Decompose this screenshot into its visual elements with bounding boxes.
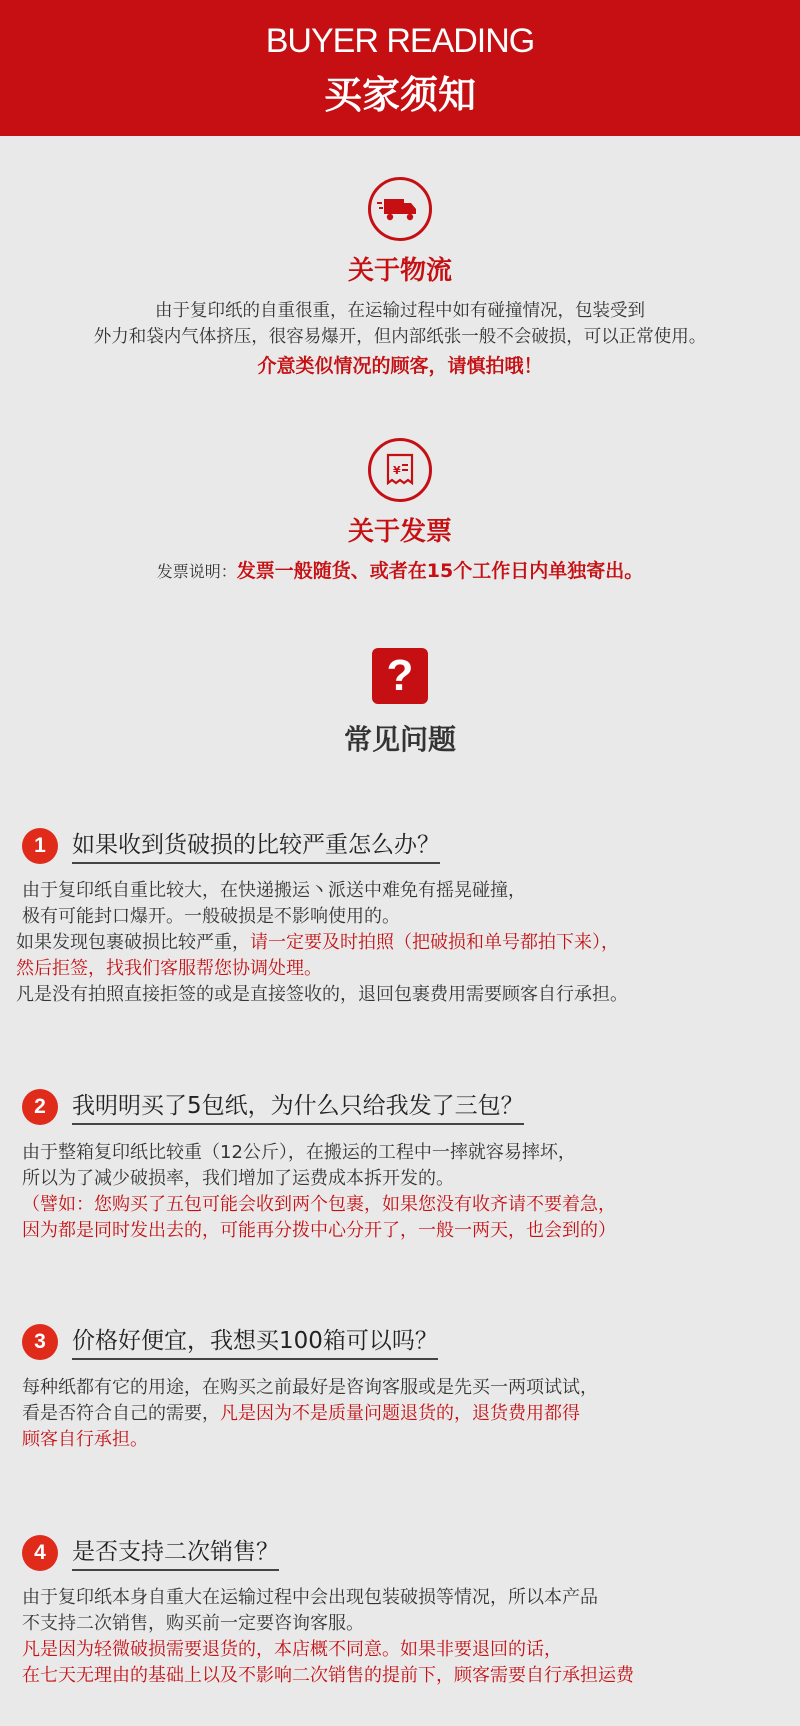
logistics-warning: 介意类似情况的顾客，请慎拍哦！ (257, 355, 543, 377)
invoice-text (0, 556, 800, 587)
answer-text: 看是否符合自己的需要， (22, 1403, 220, 1424)
answer-line: 不支持二次销售，购买前一定要咨询客服。 (22, 1613, 364, 1634)
logistics-line-1: 由于复印纸的自重很重，在运输过程中如有碰撞情况，包装受到 (155, 301, 645, 321)
header-title-cn: 买家须知 (323, 73, 476, 117)
invoice-detail: 发票一般随货、或者在15个工作日内单独寄出。 (236, 560, 644, 582)
svg-text:¥: ¥ (393, 464, 401, 477)
question-number-badge: 4 (22, 1535, 58, 1571)
faq-answer-1 (16, 878, 628, 1008)
truck-icon (368, 177, 432, 241)
answer-line: 由于复印纸自重比较大，在快递搬运丶派送中难免有摇晃碰撞， (22, 880, 526, 901)
header-banner (0, 0, 800, 136)
question-mark-icon: ? (372, 648, 428, 704)
answer-line: 在七天无理由的基础上以及不影响二次销售的提前下，顾客需要自行承担运费 (22, 1665, 634, 1686)
answer-line (22, 1401, 598, 1427)
invoice-label: 发票说明： (156, 562, 237, 581)
answer-text-red: 请一定要及时拍照（把破损和单号都拍下来）， (250, 932, 619, 953)
answer-line: 每种纸都有它的用途，在购买之前最好是咨询客服或是先买一两项试试， (22, 1377, 598, 1398)
question-text: 价格好便宜，我想买100箱可以吗？ (72, 1322, 438, 1360)
answer-line: 顾客自行承担。 (22, 1429, 148, 1450)
receipt-icon (368, 438, 432, 502)
question-number-badge: 2 (22, 1089, 58, 1125)
answer-line: 极有可能封口爆开。一般破损是不影响使用的。 (22, 906, 400, 927)
logistics-line-2: 外力和袋内气体挤压，很容易爆开，但内部纸张一般不会破损，可以正常使用。 (93, 327, 707, 347)
question-text: 如果收到货破损的比较严重怎么办？ (72, 826, 440, 864)
question-text: 我明明买了5包纸，为什么只给我发了三包？ (72, 1087, 524, 1125)
question-text: 是否支持二次销售？ (72, 1533, 279, 1571)
answer-text: 如果发现包裹破损比较严重， (16, 932, 250, 953)
answer-line: 凡是没有拍照直接拒签的或是直接签收的，退回包裹费用需要顾客自行承担。 (16, 984, 628, 1005)
answer-line: （譬如：您购买了五包可能会收到两个包裹，如果您没有收齐请不要着急， (22, 1194, 616, 1215)
header-title-en: BUYER READING (265, 22, 535, 60)
answer-line: 所以为了减少破损率，我们增加了运费成本拆开发的。 (22, 1168, 454, 1189)
answer-line: 凡是因为轻微破损需要退货的，本店概不同意。如果非要退回的话， (22, 1639, 562, 1660)
answer-line (16, 930, 628, 956)
answer-line: 因为都是同时发出去的，可能再分拨中心分开了，一般一两天，也会到的） (22, 1220, 616, 1241)
logistics-title: 关于物流 (347, 256, 452, 286)
answer-line: 由于复印纸本身自重大在运输过程中会出现包装破损等情况，所以本产品 (22, 1587, 598, 1608)
answer-line: 由于整箱复印纸比较重（12公斤），在搬运的工程中一摔就容易摔坏， (22, 1142, 576, 1163)
faq-answer-4 (22, 1585, 634, 1689)
question-number-badge: 3 (22, 1324, 58, 1360)
faq-title: 常见问题 (343, 723, 456, 756)
answer-text-red: 凡是因为不是质量问题退货的，退货费用都得 (220, 1403, 580, 1424)
faq-answer-3 (22, 1375, 598, 1453)
question-number-badge: 1 (22, 828, 58, 864)
invoice-title: 关于发票 (347, 517, 452, 547)
faq-answer-2 (22, 1140, 616, 1244)
answer-line: 然后拒签，找我们客服帮您协调处理。 (16, 958, 322, 979)
